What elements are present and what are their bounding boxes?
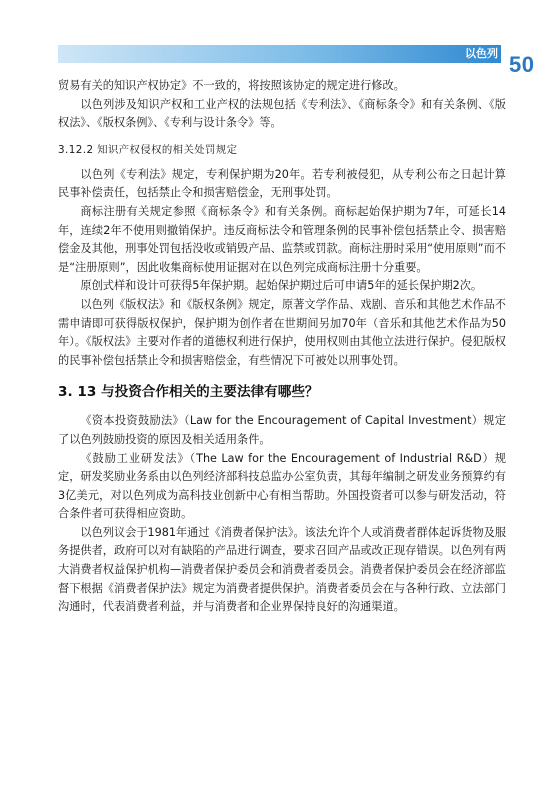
body-paragraph: 商标注册有关规定参照《商标条令》和有关条例。商标起始保护期为7年，可延长14年，连续2年不使用则撤销保护。违反商标法令和管理条例的民事补偿包括禁止令、损害赔偿金及其他，刑事处罚包括没收或销毁产品、监禁或罚款。商标注册时采用“使用原则”而不是“注册原则”，因此收集商标使用证据对在以色列完成商标注册十分重要。: [58, 204, 506, 274]
page-body: [58, 77, 506, 617]
header-title: 以色列: [465, 47, 498, 60]
body-paragraph: 《资本投资鼓励法》（Law for the Encouragement of Capital Investment）规定了以色列鼓励投资的原因及相关适用条件。: [58, 414, 506, 446]
body-paragraph: 《鼓励工业研发法》（The Law for the Encouragement of Industrial R&D）规定，研发奖励业务系由以色列经济部科技总监办公室负责，其每年编制之研发业务预算约有3亿美元，对以色列成为高科技业创新中心有相当帮助。外国投资者可以参与研发活动，符合条件者可获得相应资助。: [58, 451, 506, 521]
body-paragraph: 以色列《版权法》和《版权条例》规定，原著文学作品、戏剧、音乐和其他艺术作品不需申请即可获得版权保护，保护期为创作者在世期间另加70年（音乐和其他艺术作品为50年）。《版权法》主要对作者的道德权利进行保护，使用权则由其他立法进行保护。侵犯版权的民事补偿包括禁止令和损害赔偿金，有些情况下可被处以刑事处罚。: [58, 297, 506, 367]
body-paragraph: 贸易有关的知识产权协定》不一致的，将按照该协定的规定进行修改。: [58, 79, 405, 92]
section-heading: 3. 13 与投资合作相关的主要法律有哪些？: [58, 384, 319, 401]
body-paragraph: 以色列议会于1981年通过《消费者保护法》。该法允许个人或消费者群体起诉货物及服务提供者，政府可以对有缺陷的产品进行调查，要求召回产品或改正现存错误。以色列有两大消费者权益保护机构—消费者保护委员会和消费者委员会。消费者保护委员会在经济部监督下根据《消费者保护法》规定为消费者提供保护。消费者委员会在与各种行政、立法部门沟通时，代表消费者利益，并与消费者和企业界保持良好的沟通渠道。: [58, 525, 507, 614]
page-number: 50: [509, 52, 535, 77]
body-paragraph: 原创式样和设计可获得5年保护期。起始保护期过后可申请5年的延长保护期2次。: [80, 279, 483, 293]
body-paragraph: 以色列涉及知识产权和工业产权的法规包括《专利法》、《商标条令》和有关条例、《版权法》、《版权条例》、《专利与设计条令》等。: [58, 97, 506, 130]
subsection-heading: 3.12.2 知识产权侵权的相关处罚规定: [58, 143, 238, 156]
body-paragraph: 以色列《专利法》规定，专利保护期为20年。若专利被侵犯，从专利公布之日起计算民事补偿责任，包括禁止令和损害赔偿金，无刑事处罚。: [58, 167, 506, 200]
